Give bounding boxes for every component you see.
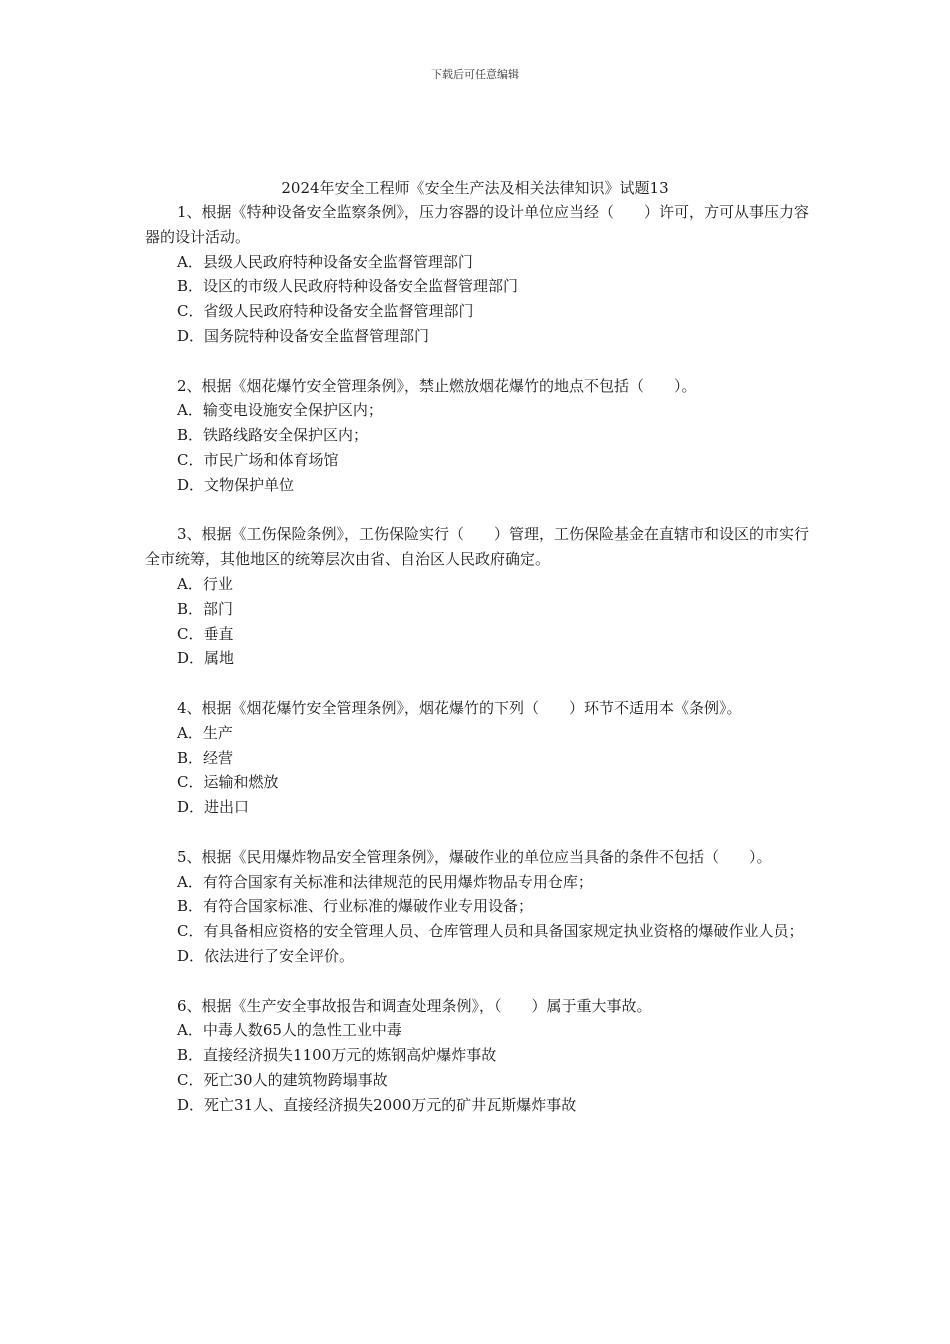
- document-title: 2024年安全工程师《安全生产法及相关法律知识》试题13: [281, 179, 669, 197]
- option-b: B．部门: [177, 599, 234, 618]
- option-c: C．市民广场和体育场馆: [177, 450, 339, 469]
- option-a: A．中毒人数65人的急性工业中毒: [177, 1021, 402, 1040]
- option-d: D．文物保护单位: [177, 475, 295, 494]
- option-c: C．垂直: [177, 624, 234, 643]
- option-c: C．运输和燃放: [177, 773, 279, 792]
- option-b: B．经营: [177, 748, 234, 767]
- option-d: D．国务院特种设备安全监督管理部门: [177, 326, 430, 345]
- question-stem: 5、根据《民用爆炸物品安全管理条例》，爆破作业的单位应当具备的条件不包括（ ）。: [177, 847, 772, 866]
- option-a: A．生产: [177, 723, 233, 742]
- option-d: D．死亡31人、直接经济损失2000万元的矿井瓦斯爆炸事故: [177, 1095, 577, 1114]
- option-c: C．死亡30人的建筑物跨塌事故: [177, 1070, 388, 1089]
- option-b: B．铁路线路安全保护区内；: [177, 426, 369, 445]
- option-b: B．设区的市级人民政府特种设备安全监督管理部门: [177, 277, 519, 296]
- option-a: A．输变电设施安全保护区内；: [177, 401, 383, 420]
- option-c: C．省级人民政府特种设备安全监督管理部门: [177, 302, 474, 321]
- question-5: [145, 845, 810, 969]
- question-list: [145, 200, 810, 1142]
- question-4: [145, 696, 810, 820]
- header-note: 下载后可任意编辑: [431, 68, 519, 81]
- question-2: [145, 374, 810, 498]
- question-stem: 2、根据《烟花爆竹安全管理条例》，禁止燃放烟花爆竹的地点不包括（ ）。: [177, 376, 697, 395]
- question-3: [145, 522, 810, 671]
- option-a: A．行业: [177, 574, 233, 593]
- option-b: B．直接经济损失1100万元的炼钢高炉爆炸事故: [177, 1046, 497, 1065]
- option-b: B．有符合国家标准、行业标准的爆破作业专用设备；: [177, 897, 534, 916]
- question-stem: 3、根据《工伤保险条例》，工伤保险实行（ ）管理，工伤保险基金在直辖市和设区的市实行全市统筹，其他地区的统筹层次由省、自治区人民政府确定。: [145, 525, 810, 569]
- question-6: [145, 994, 810, 1118]
- question-stem: 1、根据《特种设备安全监察条例》，压力容器的设计单位应当经（ ）许可，方可从事压力容器的设计活动。: [145, 203, 810, 246]
- option-d: D．进出口: [177, 798, 250, 817]
- question-1: [145, 200, 810, 349]
- option-d: D．依法进行了安全评价。: [177, 946, 355, 965]
- option-c: C．有具备相应资格的安全管理人员、仓库管理人员和具备国家规定执业资格的爆破作业人员；: [177, 922, 804, 941]
- question-stem: 4、根据《烟花爆竹安全管理条例》，烟花爆竹的下列（ ）环节不适用本《条例》。: [177, 698, 742, 717]
- option-a: A．有符合国家有关标准和法律规范的民用爆炸物品专用仓库；: [177, 872, 593, 891]
- option-d: D．属地: [177, 649, 235, 668]
- option-a: A．县级人民政府特种设备安全监督管理部门: [177, 252, 473, 271]
- question-stem: 6、根据《生产安全事故报告和调查处理条例》，（ ）属于重大事故。: [177, 996, 652, 1015]
